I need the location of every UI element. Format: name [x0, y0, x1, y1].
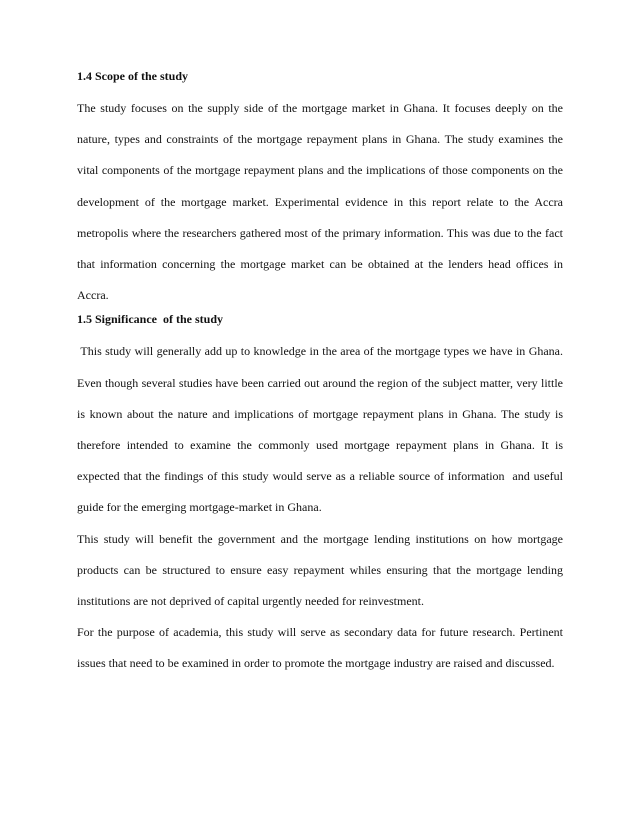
section-scope: [77, 68, 566, 311]
section-heading-significance: 1.5 Significance of the study: [77, 312, 224, 327]
section-significance: [77, 311, 567, 679]
section-heading-scope: 1.4 Scope of the study: [77, 69, 189, 83]
paragraph-significance-1: This study will generally add up to knowledge in the area of the mortgage types we have in Ghana. Even though several studies have been carried out around the region of the subject matter, very little is known about the nature and implications of mortgage repayment plans in Ghana. The study is therefore intended to examine the commonly used mortgage repayment plans in Ghana. It is expected that the findings of this study would serve as a reliable source of information and useful guide for the emerging mortgage-market in Ghana.: [77, 344, 567, 515]
document-page: [77, 68, 567, 680]
paragraph-significance-3: For the purpose of academia, this study will serve as secondary data for future research. Pertinent issues that need to be examined in order to promote the mortgage industry are raised and discussed.: [77, 625, 566, 671]
paragraph-significance-2: This study will benefit the government and the mortgage lending institutions on how mortgage products can be structured to ensure easy repayment whiles ensuring that the mortgage lending institutions are not deprived of capital urgently needed for reinvestment.: [77, 531, 566, 609]
paragraph-scope-1: The study focuses on the supply side of the mortgage market in Ghana. It focuses deeply on the nature, types and constraints of the mortgage repayment plans in Ghana. The study examines the vital components of the mortgage repayment plans and the implications of those components on the development of the mortgage market. Experimental evidence in this report relate to the Accra metropolis where the researchers gathered most of the primary information. This was due to the fact that information concerning the mortgage market can be obtained at the lenders head offices in Accra.: [77, 101, 566, 303]
